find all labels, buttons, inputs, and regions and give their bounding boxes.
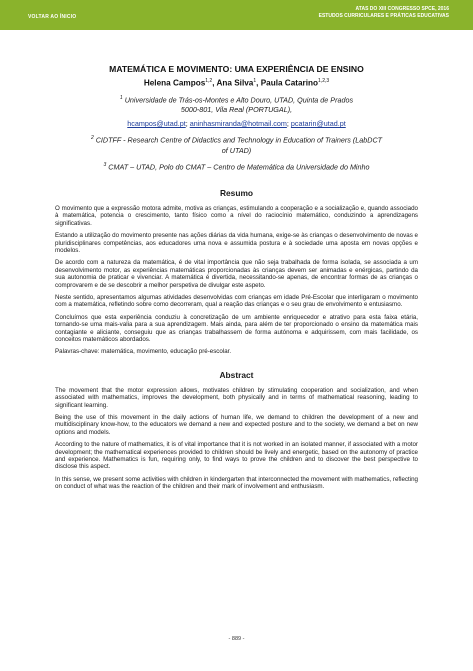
resumo-section — [55, 188, 418, 356]
affiliation-3 — [55, 160, 418, 172]
abstract-paragraph: According to the nature of mathematics, it is of vital importance that it is not worked in an isolated manner, if associated with a motor development; the mathematical experiences provided to children should be lively and energetic, based on the autonomy of practice and experience. Mathematics is fun, requiring only, to find ways to prove the children and to discover the best perspective to disclose this aspect. — [55, 441, 418, 471]
author-name: Ana Silva — [216, 78, 254, 88]
back-to-start-link[interactable]: VOLTAR AO ÍNICIO — [28, 14, 77, 20]
email-link[interactable]: hcampos@utad.pt — [127, 119, 186, 129]
affiliation-sup: 1 — [119, 94, 123, 101]
author-list: Helena Campos$^{1,2}$, Ana Silva$^1$, Paula Catarino$^{1,2,3}$ — [143, 78, 330, 88]
resumo-paragraph: Concluímos que esta experiência conduziu à concretização de um ambiente enriquecedor e atrativo para esta faixa etária, tornando-se uma mais-valia para a sua aprendizagem. Mais ainda, para além de ter proporcionado o ensino da matemática mais contagiante e aliciante, conseguiu que as crianças trabalhassem de forma autónoma e adquirissem, com mais facilidade, os conceitos matemáticos abordados. — [55, 313, 418, 343]
paper-content — [55, 64, 418, 491]
event-info — [319, 6, 449, 20]
abstract-paragraph: The movement that the motor expression allows, motivates children by stimulating cooperation and socialization, and when associated with mathematics, improves the development, both physically and in terms of mathematical reasoning, leading to significant learning. — [55, 386, 418, 409]
email-list: hcampos@utad.pt; aninhasmiranda@hotmail.com; pcatarin@utad.pt — [127, 119, 346, 129]
affiliation-sup: 2 — [90, 135, 94, 142]
abstract-heading: Abstract — [219, 369, 254, 380]
author-sup: 1,2,3 — [318, 78, 330, 84]
page-number: - 889 - — [228, 636, 245, 642]
resumo-heading: Resumo — [219, 187, 254, 198]
author-sup: 1,2 — [205, 78, 213, 84]
email-link[interactable]: aninhasmiranda@hotmail.com — [189, 119, 287, 129]
affiliation-line: CMAT – UTAD, Polo do CMAT – Centro de Matemática da Universidade do Minho — [108, 161, 370, 171]
author-name: Paula Catarino — [260, 78, 319, 88]
affiliation-line: 5000-801, Vila Real (PORTUGAL), — [180, 105, 293, 115]
author-sup: 1 — [253, 78, 257, 84]
event-line-1: ATAS DO XIII CONGRESSO SPCE, 2016 — [355, 6, 449, 12]
header-banner — [0, 0, 473, 30]
affiliation-sup: 3 — [103, 161, 107, 168]
resumo-paragraph: De acordo com a natureza da matemática, é de vital importância que não seja trabalhada de forma isolada, se associada a um desenvolvimento motor, as experiências matemáticas proporcionadas às crianças devem ser animadas e enérgicas, partindo da sua autonomia de praticar e vivenciar. A matemática é divertida, necessitando-se apenas, de encontrar formas de as crianças o comprovarem e de se descobrir a melhor perspetiva de divulgar este aspeto. — [55, 259, 418, 289]
email-link[interactable]: pcatarin@utad.pt — [290, 119, 346, 129]
event-line-2: ESTUDOS CURRICULARES E PRÁTICAS EDUCATIVAS — [318, 13, 449, 19]
resumo-paragraph: Estando a utilização do movimento presente nas ações diárias da vida humana, exige-se às crianças o desenvolvimento de novas e pluridisciplinares competências, aos educadores uma nova e assumida postura e à sociedade uma aposta em novas opções e modelos. — [55, 232, 418, 254]
affiliation-2 — [55, 133, 418, 155]
affiliation-line: of UTAD) — [221, 145, 252, 155]
resumo-paragraph: Neste sentido, apresentamos algumas atividades desenvolvidas com crianças em idade Pré-Escolar que interligaram o movimento com a matemática, refletindo sobre como decorreram, qual a reação das crianças e o seu grau de envolvimento e entusiasmo. — [55, 293, 418, 309]
abstract-section — [55, 370, 418, 491]
abstract-paragraph: Being the use of this movement in the daily actions of human life, we demand to children the development of a new and multidisciplinary know-how, to the educators we demand a new and expected posture and to the society, we demand a bet on new options and models. — [55, 414, 418, 436]
paper-title: MATEMÁTICA E MOVIMENTO: UMA EXPERIÊNCIA DE ENSINO — [109, 64, 364, 74]
affiliation-1 — [55, 93, 418, 115]
abstract-paragraph: In this sense, we present some activities with children in kindergarten that interconnected the movement with mathematics, reflecting on conduct of what was the reaction of the children and their mark of involvement and enthusiasm. — [55, 475, 418, 491]
affiliation-line: Universidade de Trás-os-Montes e Alto Douro, UTAD, Quinta de Prados — [124, 95, 354, 105]
author-name: Helena Campos — [143, 78, 206, 88]
affiliation-line: CIDTFF - Research Centre of Didactics and Technology in Education of Trainers (LabDCT — [95, 135, 383, 145]
keywords: Palavras-chave: matemática, movimento, educação pré-escolar. — [55, 348, 232, 356]
resumo-paragraph: O movimento que a expressão motora admite, motiva as crianças, estimulando a cooperação e a socialização e, quando associado à matemática, potencia o crescimento, tanto físico como a nível do raciocínio matemático, conduzindo a aprendizagens significativas. — [55, 204, 418, 227]
